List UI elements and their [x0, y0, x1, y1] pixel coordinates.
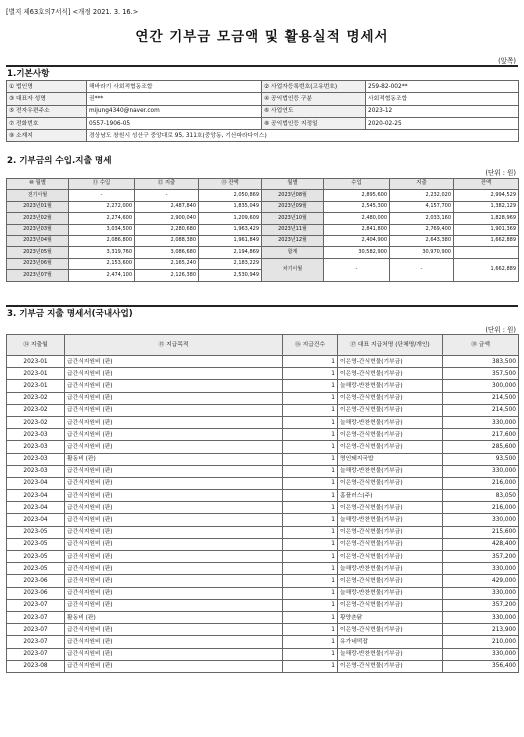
expense-month-cell: 2023-03: [7, 465, 65, 477]
info-value: 259-82-002**: [366, 81, 519, 93]
month-cell: 2023년07월: [7, 270, 69, 281]
expense-month-cell: 2023-03: [7, 441, 65, 453]
purpose-cell: 급간식지원비 (판): [65, 538, 283, 550]
balance-cell: 1,662,889: [454, 258, 519, 281]
expense-month-cell: 2023-05: [7, 563, 65, 575]
table-row: [7, 502, 519, 514]
income-cell: 2,895,600: [324, 190, 390, 201]
count-cell: 1: [283, 392, 338, 404]
recipient-cell: 이은영-간식현물(기부금): [338, 356, 443, 368]
count-cell: 1: [283, 551, 338, 563]
count-cell: 1: [283, 441, 338, 453]
purpose-cell: 급간식지원비 (판): [65, 624, 283, 636]
table-row: [7, 465, 519, 477]
column-header: ⑪ 수입: [69, 179, 135, 190]
info-label: ① 법인명: [7, 81, 87, 93]
recipient-cell: 홈플러스(주): [338, 490, 443, 502]
purpose-cell: 급간식지원비 (판): [65, 465, 283, 477]
table-row: [7, 441, 519, 453]
info-row: [7, 93, 519, 105]
amount-cell: 330,000: [443, 416, 519, 428]
expense-cell: 2,232,020: [390, 190, 454, 201]
expense-detail-table: [6, 334, 519, 673]
purpose-cell: 급간식지원비 (판): [65, 380, 283, 392]
count-cell: 1: [283, 538, 338, 550]
amount-cell: 429,000: [443, 575, 519, 587]
expense-cell: 4,157,700: [390, 201, 454, 212]
table-row: [7, 477, 519, 489]
count-cell: 1: [283, 477, 338, 489]
amount-cell: 217,600: [443, 429, 519, 441]
balance-cell: 1,963,429: [199, 224, 262, 235]
recipient-cell: 늘해랑-반찬현물(기부금): [338, 380, 443, 392]
amount-cell: 214,500: [443, 404, 519, 416]
info-value: 권***: [87, 93, 262, 105]
month-cell: 2023년08월: [262, 190, 324, 201]
table-row: [7, 201, 519, 212]
info-value: 경상남도 창원시 성산구 중앙대로 95, 311호(중앙동, 기산파라다이스): [87, 130, 519, 142]
column-header: ⑩ 월별: [7, 179, 69, 190]
amount-cell: 357,200: [443, 551, 519, 563]
table-row: [7, 660, 519, 672]
info-label: ⑧ 공익법인등 지정일: [262, 117, 366, 129]
amount-cell: 330,000: [443, 611, 519, 623]
expense-month-cell: 2023-08: [7, 660, 65, 672]
recipient-cell: 늘해랑-반찬현물(기부금): [338, 465, 443, 477]
section3-heading: 3. 기부금 지출 명세서(국내사업): [7, 309, 133, 319]
count-cell: 1: [283, 416, 338, 428]
expense-month-cell: 2023-07: [7, 624, 65, 636]
amount-cell: 428,400: [443, 538, 519, 550]
recipient-cell: 이은영-간식현물(기부금): [338, 551, 443, 563]
expense-month-cell: 2023-03: [7, 453, 65, 465]
purpose-cell: 급간식지원비 (판): [65, 490, 283, 502]
table-row: [7, 453, 519, 465]
recipient-cell: 명인돼지국밥: [338, 453, 443, 465]
purpose-cell: 급간식지원비 (판): [65, 575, 283, 587]
recipient-cell: 이은영-간식현물(기부금): [338, 624, 443, 636]
amount-cell: 213,900: [443, 624, 519, 636]
info-value: 2020-02-25: [366, 117, 519, 129]
recipient-cell: 유가네떡잡: [338, 636, 443, 648]
expense-month-cell: 2023-01: [7, 356, 65, 368]
expense-month-cell: 2023-05: [7, 551, 65, 563]
amount-cell: 357,200: [443, 599, 519, 611]
count-cell: 1: [283, 648, 338, 660]
page-side-label: (앞쪽): [498, 57, 516, 65]
table-row: [7, 575, 519, 587]
purpose-cell: 급간식지원비 (판): [65, 416, 283, 428]
balance-cell: 1,835,049: [199, 201, 262, 212]
info-row: [7, 105, 519, 117]
table-header-row: [7, 335, 519, 356]
recipient-cell: 이은영-간식현물(기부금): [338, 404, 443, 416]
form-number: [별지 제63호의7서식] <개정 2021. 3. 16.>: [6, 8, 139, 16]
purpose-cell: 급간식지원비 (판): [65, 441, 283, 453]
count-cell: 1: [283, 563, 338, 575]
amount-cell: 300,000: [443, 380, 519, 392]
column-header: ⑱ 금액: [443, 335, 519, 356]
purpose-cell: 급간식지원비 (판): [65, 429, 283, 441]
purpose-cell: 급간식지원비 (판): [65, 514, 283, 526]
basic-info-table: [6, 80, 519, 142]
amount-cell: 285,600: [443, 441, 519, 453]
income-cell: 3,319,760: [69, 247, 135, 258]
month-cell: 합계: [262, 247, 324, 258]
table-row: [7, 368, 519, 380]
income-cell: 2,404,900: [324, 235, 390, 246]
expense-month-cell: 2023-04: [7, 477, 65, 489]
count-cell: 1: [283, 368, 338, 380]
info-value: mijung4340@naver.com: [87, 105, 262, 117]
recipient-cell: 늘해랑-반찬현물(기부금): [338, 563, 443, 575]
amount-cell: 214,500: [443, 392, 519, 404]
balance-cell: 1,828,969: [454, 213, 519, 224]
expense-cell: -: [390, 258, 454, 281]
expense-month-cell: 2023-05: [7, 526, 65, 538]
expense-cell: -: [135, 190, 199, 201]
count-cell: 1: [283, 356, 338, 368]
balance-cell: 1,901,369: [454, 224, 519, 235]
expense-month-cell: 2023-03: [7, 429, 65, 441]
income-cell: 2,474,100: [69, 270, 135, 281]
column-header: ⑫ 지출: [135, 179, 199, 190]
expense-cell: 2,033,160: [390, 213, 454, 224]
expense-cell: 2,280,680: [135, 224, 199, 235]
month-cell: 차기이월: [262, 258, 324, 281]
info-label: ⑤ 전자우편주소: [7, 105, 87, 117]
recipient-cell: 이은영-간식현물(기부금): [338, 429, 443, 441]
amount-cell: 357,500: [443, 368, 519, 380]
income-cell: -: [324, 258, 390, 281]
purpose-cell: 급간식지원비 (판): [65, 368, 283, 380]
info-row: [7, 81, 519, 93]
count-cell: 1: [283, 514, 338, 526]
count-cell: 1: [283, 465, 338, 477]
table-row: [7, 587, 519, 599]
balance-cell: 1,209,609: [199, 213, 262, 224]
table-row: [7, 648, 519, 660]
amount-cell: 330,000: [443, 563, 519, 575]
table-row: [7, 380, 519, 392]
expense-cell: 2,126,380: [135, 270, 199, 281]
income-cell: 2,545,300: [324, 201, 390, 212]
table-row: [7, 429, 519, 441]
table-row: [7, 258, 519, 269]
info-row: [7, 117, 519, 129]
recipient-cell: 이은영-간식현물(기부금): [338, 502, 443, 514]
count-cell: 1: [283, 526, 338, 538]
info-label: ③ 대표자 성명: [7, 93, 87, 105]
expense-month-cell: 2023-02: [7, 392, 65, 404]
count-cell: 1: [283, 575, 338, 587]
amount-cell: 330,000: [443, 587, 519, 599]
recipient-cell: 이은영-간식현물(기부금): [338, 441, 443, 453]
recipient-cell: 늘해랑-반찬현물(기부금): [338, 514, 443, 526]
table-row: [7, 563, 519, 575]
column-header: ⑭ 지출월: [7, 335, 65, 356]
recipient-cell: 이은영-간식현물(기부금): [338, 538, 443, 550]
info-value: 해바라기 사회적협동조합: [87, 81, 262, 93]
month-cell: 2023년01월: [7, 201, 69, 212]
expense-cell: 30,970,900: [390, 247, 454, 258]
expense-month-cell: 2023-05: [7, 538, 65, 550]
recipient-cell: 이은영-간식현물(기부금): [338, 575, 443, 587]
table-row: [7, 213, 519, 224]
purpose-cell: 급간식지원비 (판): [65, 526, 283, 538]
balance-cell: 2,994,529: [454, 190, 519, 201]
info-label: ⑥ 사업연도: [262, 105, 366, 117]
income-cell: 2,153,600: [69, 258, 135, 269]
column-header: 잔액: [454, 179, 519, 190]
count-cell: 1: [283, 660, 338, 672]
month-cell: 2023년02월: [7, 213, 69, 224]
income-cell: 2,086,800: [69, 235, 135, 246]
info-row: [7, 130, 519, 142]
recipient-cell: 이은영-간식현물(기부금): [338, 660, 443, 672]
table-row: [7, 551, 519, 563]
expense-cell: 2,088,380: [135, 235, 199, 246]
column-header: ⑬ 잔액: [199, 179, 262, 190]
balance-cell: 1,662,889: [454, 235, 519, 246]
month-cell: 2023년11월: [262, 224, 324, 235]
expense-month-cell: 2023-07: [7, 599, 65, 611]
table-row: [7, 235, 519, 246]
recipient-cell: 늘해랑-반찬현물(기부금): [338, 587, 443, 599]
info-value: 0557-1906-05: [87, 117, 262, 129]
expense-cell: 3,086,680: [135, 247, 199, 258]
info-label: ④ 공익법인등 구분: [262, 93, 366, 105]
count-cell: 1: [283, 502, 338, 514]
recipient-cell: 이은영-간식현물(기부금): [338, 599, 443, 611]
income-cell: 2,274,600: [69, 213, 135, 224]
count-cell: 1: [283, 380, 338, 392]
balance-cell: 1,961,849: [199, 235, 262, 246]
count-cell: 1: [283, 599, 338, 611]
expense-month-cell: 2023-02: [7, 416, 65, 428]
expense-cell: 2,165,240: [135, 258, 199, 269]
expense-month-cell: 2023-06: [7, 587, 65, 599]
purpose-cell: 급간식지원비 (판): [65, 356, 283, 368]
expense-month-cell: 2023-02: [7, 404, 65, 416]
balance-cell: 2,194,869: [199, 247, 262, 258]
count-cell: 1: [283, 453, 338, 465]
table-row: [7, 392, 519, 404]
amount-cell: 330,000: [443, 648, 519, 660]
expense-month-cell: 2023-04: [7, 514, 65, 526]
table-row: [7, 624, 519, 636]
table-row: [7, 636, 519, 648]
month-cell: 2023년12월: [262, 235, 324, 246]
recipient-cell: 이은영-간식현물(기부금): [338, 392, 443, 404]
recipient-cell: 늘해랑-반찬현물(기부금): [338, 416, 443, 428]
count-cell: 1: [283, 429, 338, 441]
expense-month-cell: 2023-07: [7, 636, 65, 648]
expense-cell: 2,487,840: [135, 201, 199, 212]
section1-heading: 1.기본사항: [7, 69, 50, 79]
info-value: 사회적협동조합: [366, 93, 519, 105]
expense-cell: 2,643,380: [390, 235, 454, 246]
month-cell: 2023년04월: [7, 235, 69, 246]
section2-heading: 2. 기부금의 수입.지출 명세: [7, 156, 112, 166]
purpose-cell: 급간식지원비 (판): [65, 502, 283, 514]
balance-cell: 1,382,129: [454, 201, 519, 212]
recipient-cell: 이은영-간식현물(기부금): [338, 477, 443, 489]
expense-cell: 2,900,040: [135, 213, 199, 224]
column-header: 월별: [262, 179, 324, 190]
amount-cell: 330,000: [443, 514, 519, 526]
section-divider: [6, 65, 518, 67]
table-row: [7, 490, 519, 502]
amount-cell: 210,000: [443, 636, 519, 648]
recipient-cell: 늘해랑-반찬현물(기부금): [338, 648, 443, 660]
column-header: ⑮ 지급목적: [65, 335, 283, 356]
month-cell: 2023년06월: [7, 258, 69, 269]
amount-cell: 215,600: [443, 526, 519, 538]
info-label: ⑦ 전화번호: [7, 117, 87, 129]
expense-month-cell: 2023-06: [7, 575, 65, 587]
purpose-cell: 급간식지원비 (판): [65, 551, 283, 563]
purpose-cell: 활동비 (판): [65, 611, 283, 623]
amount-cell: 356,400: [443, 660, 519, 672]
purpose-cell: 급간식지원비 (판): [65, 587, 283, 599]
count-cell: 1: [283, 636, 338, 648]
income-cell: 2,272,000: [69, 201, 135, 212]
amount-cell: 83,050: [443, 490, 519, 502]
purpose-cell: 급간식지원비 (판): [65, 392, 283, 404]
amount-cell: 93,500: [443, 453, 519, 465]
count-cell: 1: [283, 490, 338, 502]
table-row: [7, 416, 519, 428]
info-label: ⑨ 소재지: [7, 130, 87, 142]
expense-cell: 2,769,400: [390, 224, 454, 235]
expense-month-cell: 2023-07: [7, 611, 65, 623]
column-header: ⑯ 지급건수: [283, 335, 338, 356]
purpose-cell: 급간식지원비 (판): [65, 599, 283, 611]
income-cell: -: [69, 190, 135, 201]
amount-cell: 216,000: [443, 502, 519, 514]
purpose-cell: 급간식지원비 (판): [65, 648, 283, 660]
table-row: [7, 514, 519, 526]
table-row: [7, 247, 519, 258]
month-cell: 2023년05월: [7, 247, 69, 258]
balance-cell: [454, 247, 519, 258]
section3-unit: (단위 : 원): [485, 326, 516, 334]
column-header: 지출: [390, 179, 454, 190]
table-row: [7, 599, 519, 611]
table-row: [7, 190, 519, 201]
purpose-cell: 급간식지원비 (판): [65, 404, 283, 416]
income-cell: 30,582,900: [324, 247, 390, 258]
expense-month-cell: 2023-04: [7, 490, 65, 502]
section2-unit: (단위 : 원): [485, 169, 516, 177]
month-cell: 전기이월: [7, 190, 69, 201]
expense-month-cell: 2023-01: [7, 380, 65, 392]
recipient-cell: 황양촌닭: [338, 611, 443, 623]
table-row: [7, 526, 519, 538]
page-title: 연간 기부금 모금액 및 활용실적 명세서: [135, 29, 389, 45]
table-row: [7, 404, 519, 416]
count-cell: 1: [283, 611, 338, 623]
purpose-cell: 급간식지원비 (판): [65, 660, 283, 672]
expense-month-cell: 2023-01: [7, 368, 65, 380]
balance-cell: 2,183,229: [199, 258, 262, 269]
table-row: [7, 224, 519, 235]
purpose-cell: 급간식지원비 (판): [65, 477, 283, 489]
balance-cell: 2,530,949: [199, 270, 262, 281]
column-header: 수입: [324, 179, 390, 190]
income-cell: 2,841,800: [324, 224, 390, 235]
balance-cell: 2,050,869: [199, 190, 262, 201]
amount-cell: 383,500: [443, 356, 519, 368]
table-row: [7, 611, 519, 623]
income-cell: 2,480,000: [324, 213, 390, 224]
month-cell: 2023년10월: [262, 213, 324, 224]
table-row: [7, 356, 519, 368]
table-row: [7, 538, 519, 550]
amount-cell: 216,000: [443, 477, 519, 489]
purpose-cell: 급간식지원비 (판): [65, 636, 283, 648]
expense-month-cell: 2023-07: [7, 648, 65, 660]
income-cell: 3,034,500: [69, 224, 135, 235]
amount-cell: 330,000: [443, 465, 519, 477]
purpose-cell: 급간식지원비 (판): [65, 563, 283, 575]
info-label: ② 사업자등록번호(고유번호): [262, 81, 366, 93]
recipient-cell: 이은영-간식현물(기부금): [338, 368, 443, 380]
count-cell: 1: [283, 624, 338, 636]
month-cell: 2023년03월: [7, 224, 69, 235]
info-value: 2023-12: [366, 105, 519, 117]
count-cell: 1: [283, 587, 338, 599]
table-header-row: [7, 179, 519, 190]
count-cell: 1: [283, 404, 338, 416]
income-expense-table: [6, 178, 519, 282]
month-cell: 2023년09월: [262, 201, 324, 212]
column-header: ⑰ 대표 지급처명 (단체명/개인): [338, 335, 443, 356]
purpose-cell: 활동비 (판): [65, 453, 283, 465]
recipient-cell: 이은영-간식현물(기부금): [338, 526, 443, 538]
expense-month-cell: 2023-04: [7, 502, 65, 514]
